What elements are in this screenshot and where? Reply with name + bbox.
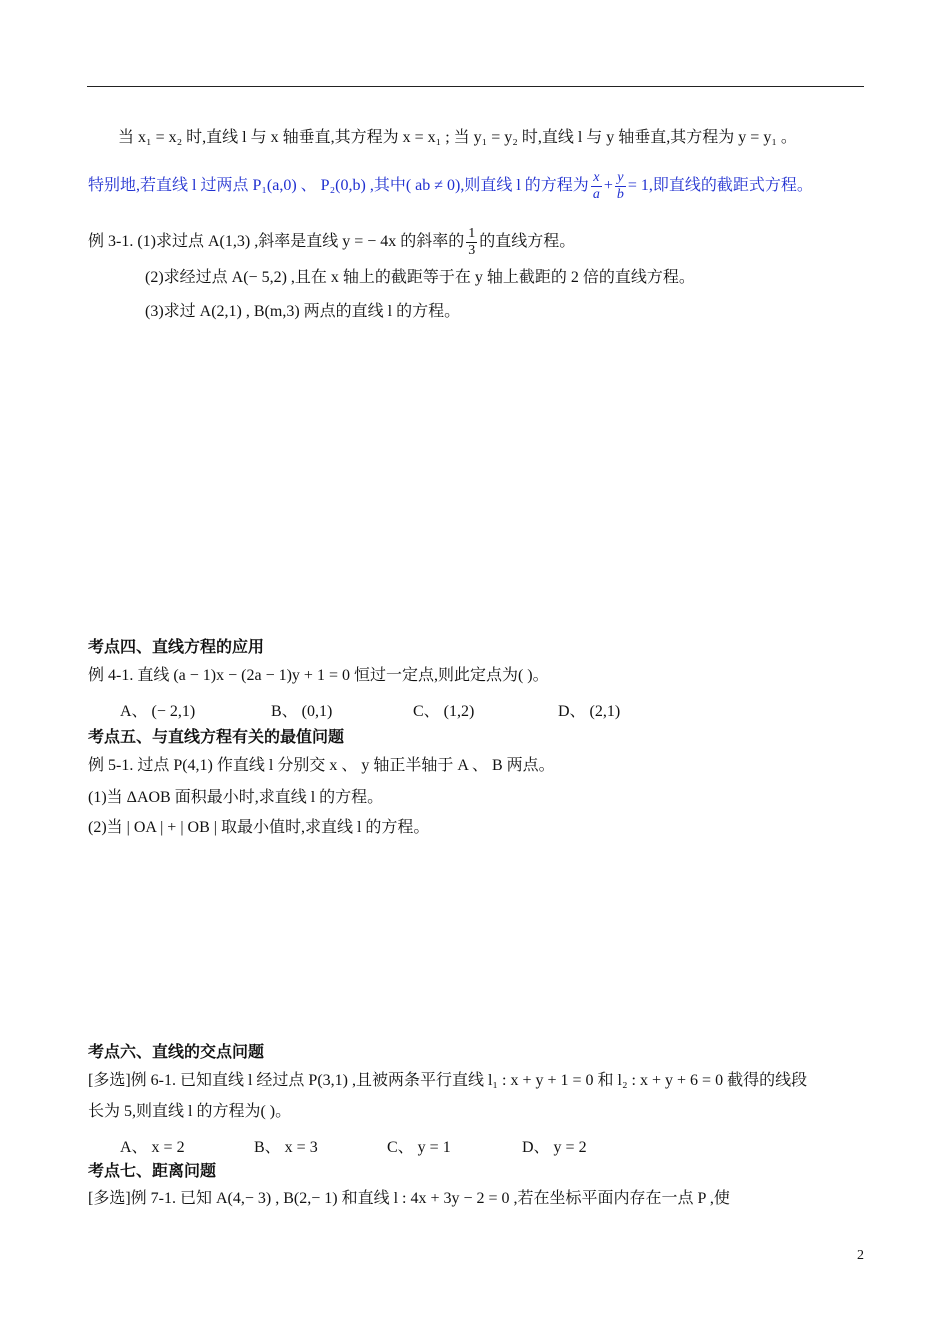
- example-5-sub-2: (2)当 | OA | + | OB | 取最小值时,求直线 l 的方程。: [88, 819, 430, 836]
- example-5-question: 例 5-1. 过点 P(4,1) 作直线 l 分别交 x 、 y 轴正半轴于 A 、 B 两点。: [88, 757, 555, 774]
- example-4-option-c: C、 (1,2): [413, 703, 475, 720]
- example-4-option-a: A、 (− 2,1): [120, 703, 196, 720]
- plus-sign: +: [603, 177, 613, 195]
- example-4-question: 例 4-1. 直线 (a − 1)x − (2a − 1)y + 1 = 0 恒过一定点,则此定点为( )。: [88, 667, 549, 684]
- page-number: 2: [857, 1248, 864, 1263]
- section-7-heading: 考点七、距离问题: [88, 1163, 217, 1180]
- example-4-option-b: B、 (0,1): [271, 703, 333, 720]
- fraction-denominator: 3: [468, 243, 476, 258]
- intro-line-2-text: 特别地,若直线 l 过两点 P₁(a,0) 、 P₂(0,b) ,其中( ab ≠ 0),则直线 l 的方程为: [88, 177, 589, 195]
- section-6-heading: 考点六、直线的交点问题: [88, 1044, 265, 1061]
- example-6-question-line-1: [多选]例 6-1. 已知直线 l 经过点 P(3,1) ,且被两条平行直线 l₁ : x + y + 1 = 0 和 l₂ : x + y + 6 = 0 截得的线段: [88, 1072, 808, 1089]
- intro-line-1: 当 x₁ = x₂ 时,直线 l 与 x 轴垂直,其方程为 x = x₁ ; 当 y₁ = y₂ 时,直线 l 与 y 轴垂直,其方程为 y = y₁ 。: [118, 129, 797, 146]
- example-4-option-d: D、 (2,1): [558, 703, 621, 720]
- one-third-fraction: [466, 226, 477, 259]
- example-6-option-d: D、 y = 2: [522, 1139, 587, 1156]
- example-7-question: [多选]例 7-1. 已知 A(4,− 3) , B(2,− 1) 和直线 l : 4x + 3y − 2 = 0 ,若在坐标平面内存在一点 P ,使: [88, 1190, 730, 1207]
- example-6-question-line-2: 长为 5,则直线 l 的方程为( )。: [88, 1103, 292, 1120]
- intro-line-2: [88, 170, 813, 203]
- fraction-denominator: a: [592, 187, 600, 202]
- example-6-option-b: B、 x = 3: [254, 1139, 318, 1156]
- header-rule: [87, 86, 864, 87]
- intercept-fraction-x: [591, 170, 602, 203]
- intro-line-2-end: = 1,即直线的截距式方程。: [627, 177, 813, 195]
- example-3-q1-end: 的直线方程。: [479, 233, 576, 251]
- example-3-question-3: (3)求过 A(2,1) , B(m,3) 两点的直线 l 的方程。: [145, 303, 461, 320]
- fraction-numerator: 1: [468, 226, 476, 241]
- section-5-heading: 考点五、与直线方程有关的最值问题: [88, 729, 345, 746]
- example-6-option-a: A、 x = 2: [120, 1139, 185, 1156]
- intercept-fraction-y: [615, 170, 626, 203]
- section-4-heading: 考点四、直线方程的应用: [88, 639, 265, 656]
- example-6-option-c: C、 y = 1: [387, 1139, 451, 1156]
- fraction-numerator: y: [615, 170, 626, 187]
- example-3-q1-text: 例 3-1. (1)求过点 A(1,3) ,斜率是直线 y = − 4x 的斜率的: [88, 233, 465, 251]
- fraction-denominator: b: [616, 187, 624, 202]
- example-3-question-1: [88, 226, 575, 259]
- fraction-numerator: x: [591, 170, 602, 187]
- example-5-sub-1: (1)当 ΔAOB 面积最小时,求直线 l 的方程。: [88, 789, 384, 806]
- example-3-question-2: (2)求经过点 A(− 5,2) ,且在 x 轴上的截距等于在 y 轴上截距的 2 倍的直线方程。: [145, 269, 695, 286]
